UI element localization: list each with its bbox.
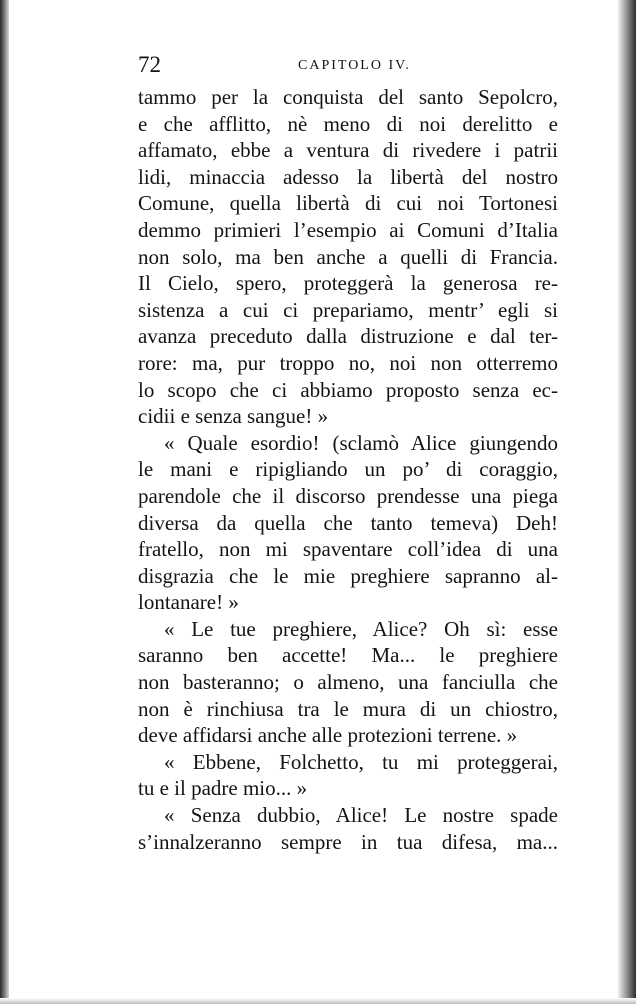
text-line: parendole che il discorso prendesse una piega	[138, 483, 558, 508]
text-line: « Quale esordio! (sclamò Alice giungendo	[164, 430, 558, 455]
text-line: s’innalzeranno sempre in tua difesa, ma...	[138, 829, 558, 854]
text-line: e che afflitto, nè meno di noi derelitto e	[138, 111, 558, 136]
text-line: tu e il padre mio... »	[138, 776, 308, 801]
body-text	[138, 84, 558, 855]
page-bottom-edge-shadow	[0, 998, 636, 1004]
text-line: demmo primieri l’esempio ai Comuni d’Italia	[138, 217, 558, 242]
text-line: cidii e senza sangue! »	[138, 404, 329, 429]
text-line: lo scopo che ci abbiamo proposto senza ec-	[138, 377, 558, 402]
text-line: deve affidarsi anche alle protezioni terrene. »	[138, 723, 518, 748]
page-left-edge-shadow	[0, 0, 9, 1004]
text-line: « Le tue preghiere, Alice? Oh sì: esse	[164, 616, 558, 641]
text-line: non è rinchiusa tra le mura di un chiostro,	[138, 696, 558, 721]
text-line: « Senza dubbio, Alice! Le nostre spade	[164, 803, 558, 828]
text-line: avanza preceduto dalla distruzione e dal ter-	[138, 324, 558, 349]
text-line: sistenza a cui ci prepariamo, mentr’ egli si	[138, 297, 558, 322]
text-line: disgrazia che le mie preghiere sapranno al-	[138, 563, 558, 588]
text-line: affamato, ebbe a ventura di rivedere i patrii	[138, 138, 558, 163]
text-line: « Ebbene, Folchetto, tu mi proteggerai,	[164, 749, 558, 774]
text-line: diversa da quella che tanto temeva) Deh!	[138, 510, 558, 535]
running-head: CAPITOLO IV.	[298, 58, 411, 73]
text-line: non solo, ma ben anche a quelli di Francia.	[138, 244, 558, 269]
text-line: le mani e ripigliando un po’ di coraggio,	[138, 457, 558, 482]
text-line: fratello, non mi spaventare coll’idea di una	[138, 537, 558, 562]
text-line: non basteranno; o almeno, una fanciulla che	[138, 670, 558, 695]
text-line: lontanare! »	[138, 590, 239, 615]
text-line: tammo per la conquista del santo Sepolcro,	[138, 85, 558, 109]
text-line: Comune, quella libertà di cui noi Tortonesi	[138, 191, 558, 216]
text-line: lidi, minaccia adesso la libertà del nostro	[138, 164, 558, 189]
page-header	[138, 52, 558, 78]
page-right-edge-shadow	[618, 0, 636, 1004]
text-line: Il Cielo, spero, proteggerà la generosa re-	[138, 271, 558, 296]
page-number: 72	[138, 52, 161, 77]
text-line: saranno ben accette! Ma... le preghiere	[138, 643, 558, 668]
text-line: rore: ma, pur troppo no, noi non otterremo	[138, 350, 558, 375]
